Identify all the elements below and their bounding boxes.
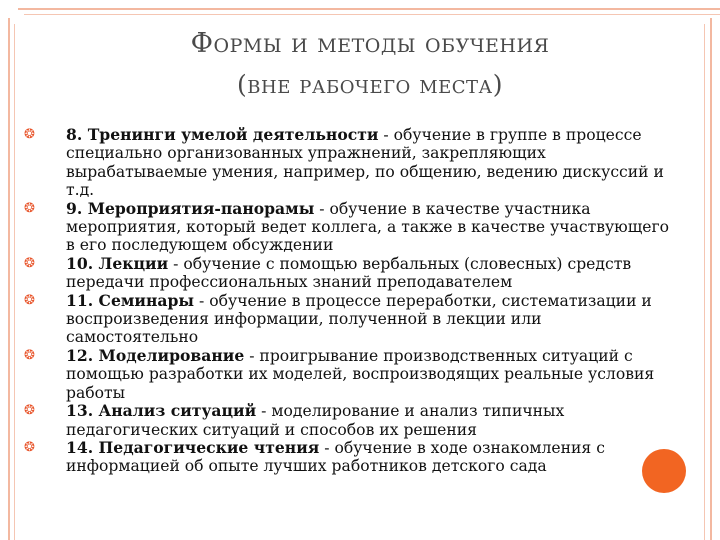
bullet-description: - обучение в качестве участника мероприятия, который ведет коллега, а также в качестве участвующего в его последующем обсуждении [66,199,670,255]
bullet-term: 9. Мероприятия-панорамы [66,198,315,218]
bullet-icon: ❂ [24,200,35,216]
bullet-item [22,347,672,402]
frame-top-line [18,8,720,10]
bullet-term: 14. Педагогические чтения [66,437,320,457]
bullet-description: - моделирование и анализ типичных педагогических ситуаций и способов их решения [66,402,565,439]
bullet-term: 11. Семинары [66,290,195,310]
bullet-item [22,126,672,200]
bullet-icon: ❂ [24,347,35,363]
slide-title-line-2: (вне рабочего места) [237,70,503,99]
bullet-list [22,126,672,476]
bullet-item [22,402,672,439]
bullet-item [22,439,672,476]
frame-top-inner-line [24,14,720,15]
bullet-description: - проигрывание производственных ситуаций с помощью разработки их моделей, воспроизводящих реальные условия работы [66,346,655,402]
bullet-term: 10. Лекции [66,253,169,273]
bullet-item [22,292,672,347]
bullet-item [22,255,672,292]
frame-right-inner-line [704,24,705,540]
bullet-item [22,200,672,255]
bullet-icon: ❂ [24,403,35,419]
frame-right-line [710,18,712,540]
bullet-term: 13. Анализ ситуаций [66,401,257,421]
slide-title-line-1: Формы и методы обучения [190,28,550,59]
bullet-term: 12. Моделирование [66,345,245,365]
frame-left-inner-line [14,24,15,540]
bullet-description: - обучение в группе в процессе специально организованных упражнений, закрепляющих вырабатываемые умения, например, по общению, ведению дискуссий и т.д. [66,126,664,200]
bullet-icon: ❂ [24,292,35,308]
accent-circle [642,449,686,493]
frame-left-line [8,18,10,540]
bullet-icon: ❂ [24,439,35,455]
bullet-description: - обучение в ходе ознакомления с информацией об опыте лучших работников детского сада [66,438,605,476]
bullet-icon: ❂ [24,127,35,142]
bullet-description: - обучение с помощью вербальных (словесных) средств передачи профессиональных знаний преподавателем [66,254,632,292]
bullet-description: - обучение в процессе переработки, систематизации и воспроизведения информации, полученной в лекции или самостоятельно [66,291,652,347]
bullet-term: 8. Тренинги умелой деятельности [66,125,379,144]
bullet-icon: ❂ [24,255,35,271]
